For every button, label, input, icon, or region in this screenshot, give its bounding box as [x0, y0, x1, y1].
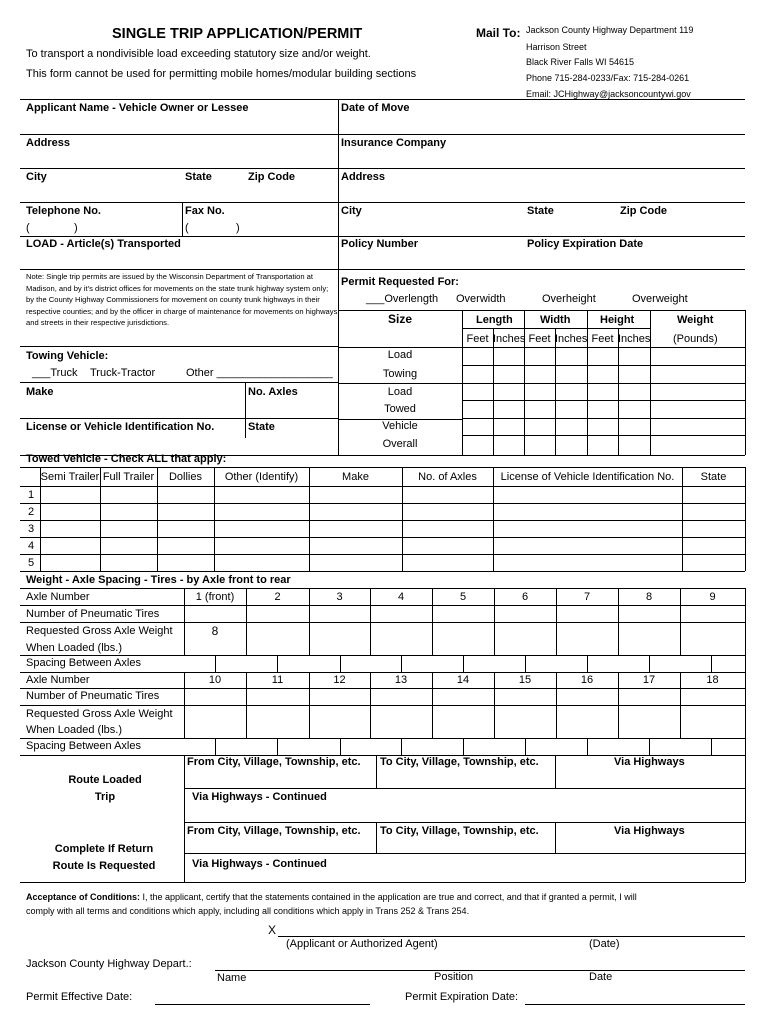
return-via-label: Via Highways — [614, 825, 685, 837]
width-header: Width — [540, 314, 571, 326]
insurance-address-label: Address — [341, 171, 386, 183]
county-name-field[interactable] — [215, 955, 743, 969]
pneumatic-tires-label: Number of Pneumatic Tires — [26, 608, 160, 620]
pounds-header: (Pounds) — [673, 333, 718, 345]
height-inches-header: Inches — [618, 333, 651, 345]
truck-option[interactable]: ___Truck — [32, 367, 78, 379]
other-vehicle-field[interactable]: Other ___________________ — [186, 367, 333, 379]
make-label: Make — [26, 386, 54, 398]
axle-number: 5 — [459, 591, 467, 603]
load-articles-label: LOAD - Article(s) Transported — [26, 238, 181, 250]
applicant-name-label: Applicant Name - Vehicle Owner or Lessee — [26, 102, 249, 114]
col-other: Other (Identify) — [224, 471, 299, 483]
mail-phone: Phone 715-284-0233/Fax: 715-284-0261 — [526, 73, 690, 83]
pneumatic-tires-label-2: Number of Pneumatic Tires — [26, 690, 160, 702]
permit-effective-label: Permit Effective Date: — [26, 991, 133, 1003]
permit-expiration-field[interactable] — [525, 989, 745, 1003]
truck-tractor-option[interactable]: Truck-Tractor — [90, 367, 156, 379]
axle-number: 1 (front) — [195, 591, 235, 603]
mail-to-label: Mail To: — [476, 26, 521, 40]
mail-email: Email: JCHighway@jacksoncountywi.gov — [526, 89, 691, 99]
route-via-field[interactable] — [557, 770, 743, 787]
overheight-option[interactable]: Overheight — [542, 293, 596, 305]
policy-number-field[interactable] — [340, 252, 742, 268]
towing-state-label: State — [248, 421, 275, 433]
when-loaded-label: When Loaded (lbs.) — [26, 642, 122, 654]
width-feet-header: Feet — [528, 333, 551, 345]
towed-row-number: 3 — [28, 523, 35, 535]
route-via-label: Via Highways — [614, 756, 685, 768]
col-license: License of Vehicle Identification No. — [500, 471, 675, 483]
axle-number-label: Axle Number — [26, 591, 90, 603]
return-to-label: To City, Village, Township, etc. — [380, 825, 539, 837]
requested-weight-label: Requested Gross Axle Weight — [26, 625, 173, 637]
overlength-option[interactable]: ___Overlength — [366, 293, 439, 305]
axle-section-label: Weight - Axle Spacing - Tires - by Axle front to rear — [26, 574, 291, 586]
length-inches-header: Inches — [493, 333, 526, 345]
permit-requested-label: Permit Requested For: — [341, 276, 459, 288]
size-row-overall: Overall — [382, 438, 418, 450]
applicant-signature-field[interactable] — [280, 920, 580, 935]
fax-label: Fax No. — [185, 205, 225, 217]
size-row-load: Load — [387, 349, 413, 361]
towing-vehicle-label: Towing Vehicle: — [26, 350, 109, 362]
length-header: Length — [476, 314, 513, 326]
telephone-paren-close: ) — [74, 222, 78, 234]
city-state-zip-field[interactable] — [20, 185, 336, 202]
acceptance-line-2: comply with all terms and conditions which apply, including all conditions which apply in Trans 252 & Trans 254. — [26, 906, 470, 916]
route-via-continued-label: Via Highways - Continued — [192, 791, 327, 803]
when-loaded-label-2: When Loaded (lbs.) — [26, 724, 122, 736]
axle-number: 16 — [580, 674, 594, 686]
policy-expiration-label: Policy Expiration Date — [527, 238, 644, 250]
header-line-2: This form cannot be used for permitting mobile homes/modular building sections — [26, 68, 417, 80]
state-label: State — [185, 171, 212, 183]
size-row-towed: Towed — [384, 403, 416, 415]
overwidth-option[interactable]: Overwidth — [456, 293, 506, 305]
towed-row-number: 4 — [28, 540, 35, 552]
return-via-continued-label: Via Highways - Continued — [192, 858, 327, 870]
axle-number: 14 — [456, 674, 470, 686]
no-axles-label: No. Axles — [248, 386, 298, 398]
col-dollies: Dollies — [168, 471, 202, 483]
address-field[interactable] — [20, 151, 336, 168]
axle-number: 7 — [583, 591, 591, 603]
height-feet-header: Feet — [591, 333, 614, 345]
width-inches-header: Inches — [555, 333, 588, 345]
mail-address-line-3: Black River Falls WI 54615 — [526, 57, 635, 67]
col-no-axles: No. of Axles — [418, 471, 477, 483]
position-caption: Position — [434, 971, 474, 983]
address-label: Address — [26, 137, 71, 149]
col-state: State — [700, 471, 727, 483]
telephone-label: Telephone No. — [26, 205, 101, 217]
header-line-1: To transport a nondivisible load exceeding statutory size and/or weight. — [26, 48, 371, 60]
date-of-move-field[interactable] — [340, 116, 742, 134]
return-route-label-2: Route Is Requested — [52, 860, 156, 872]
requested-weight-label-2: Requested Gross Axle Weight — [26, 708, 173, 720]
size-row-vehicle: Vehicle — [382, 420, 418, 432]
insurance-company-field[interactable] — [340, 151, 742, 168]
insurance-city-field[interactable] — [340, 219, 742, 235]
name-caption: Name — [217, 972, 247, 984]
permit-expiration-label: Permit Expiration Date: — [405, 991, 519, 1003]
county-highway-label: Jackson County Highway Depart.: — [26, 958, 192, 970]
date-caption: (Date) — [589, 938, 620, 950]
towed-vehicle-label: Towed Vehicle - Check ALL that apply: — [26, 453, 227, 465]
zip-code-label: Zip Code — [248, 171, 296, 183]
weight-header: Weight — [677, 314, 714, 326]
axle-number: 10 — [208, 674, 222, 686]
size-row-load-2: Load — [387, 386, 413, 398]
return-route-label-1: Complete If Return — [54, 843, 154, 855]
towed-row-number: 5 — [28, 557, 35, 569]
insurance-company-label: Insurance Company — [341, 137, 447, 149]
applicant-signature-caption: (Applicant or Authorized Agent) — [286, 938, 438, 950]
col-semi-trailer: Semi Trailer — [40, 471, 100, 483]
policy-number-label: Policy Number — [341, 238, 419, 250]
return-from-label: From City, Village, Township, etc. — [187, 825, 361, 837]
towed-row-number: 1 — [28, 489, 35, 501]
route-from-field[interactable] — [186, 770, 374, 787]
mail-address-line-2: Harrison Street — [526, 42, 587, 52]
county-date-caption: Date — [589, 971, 613, 983]
route-from-label: From City, Village, Township, etc. — [187, 756, 361, 768]
signature-x-mark: X — [268, 923, 277, 937]
route-trip-label: Trip — [94, 791, 116, 803]
acceptance-line-1: Acceptance of Conditions: I, the applicant, certify that the statements contained in the application are true and correct, and that if granted a permit, I will — [26, 892, 637, 902]
route-loaded-label: Route Loaded — [68, 774, 142, 786]
axle-number: 4 — [397, 591, 405, 603]
make-field[interactable] — [20, 400, 243, 417]
insurance-state-label: State — [527, 205, 554, 217]
city-label: City — [26, 171, 47, 183]
permit-effective-field[interactable] — [155, 989, 370, 1003]
form-title: SINGLE TRIP APPLICATION/PERMIT — [112, 26, 363, 42]
axle-number: 6 — [521, 591, 529, 603]
mail-address-line-1: Jackson County Highway Department 119 — [526, 25, 694, 35]
route-to-label: To City, Village, Township, etc. — [380, 756, 539, 768]
route-to-field[interactable] — [378, 770, 553, 787]
telephone-paren-open: ( — [26, 222, 30, 234]
axle-number: 9 — [709, 591, 716, 603]
applicant-name-field[interactable] — [20, 116, 336, 134]
license-vin-label: License or Vehicle Identification No. — [26, 421, 215, 433]
axle-number: 18 — [706, 674, 719, 686]
size-row-towing: Towing — [382, 368, 418, 380]
towed-row-number: 2 — [28, 506, 35, 518]
axle-number-label-2: Axle Number — [26, 674, 90, 686]
length-feet-header: Feet — [466, 333, 489, 345]
load-articles-field[interactable] — [20, 252, 336, 268]
insurance-city-label: City — [341, 205, 362, 217]
col-full-trailer: Full Trailer — [102, 471, 155, 483]
axle-number: 12 — [333, 674, 346, 686]
spacing-label-2: Spacing Between Axles — [26, 740, 141, 752]
insurance-address-field[interactable] — [340, 185, 742, 202]
axle-number: 8 — [645, 591, 653, 603]
axle-number: 11 — [271, 674, 284, 686]
permit-jurisdiction-note: Note: Single trip permits are issued by the Wisconsin Department of Transportation at Madison, and by it's district offices for movements on the state trunk highway system only; by the County Highway Commissioners for movement on county trunk highways in their respective counties; and by the officer in charge of maintenance for movements on highways and streets in their respective jurisdictions. — [26, 272, 338, 327]
axle-1-weight-entry[interactable]: 8 — [211, 624, 219, 638]
overweight-option[interactable]: Overweight — [632, 293, 688, 305]
axle-number: 15 — [518, 674, 532, 686]
axle-number: 17 — [642, 674, 656, 686]
height-header: Height — [600, 314, 635, 326]
insurance-zip-label: Zip Code — [620, 205, 668, 217]
date-of-move-label: Date of Move — [341, 102, 410, 114]
size-header: Size — [388, 312, 413, 326]
fax-field[interactable] — [246, 220, 336, 235]
fax-paren-open: ( — [185, 222, 189, 234]
telephone-field[interactable] — [85, 220, 180, 235]
spacing-label: Spacing Between Axles — [26, 657, 141, 669]
axle-number: 13 — [394, 674, 408, 686]
fax-paren-close: ) — [236, 222, 240, 234]
no-axles-field[interactable] — [247, 400, 336, 417]
axle-number: 2 — [274, 591, 281, 603]
axle-number: 3 — [336, 591, 343, 603]
col-make: Make — [342, 471, 369, 483]
